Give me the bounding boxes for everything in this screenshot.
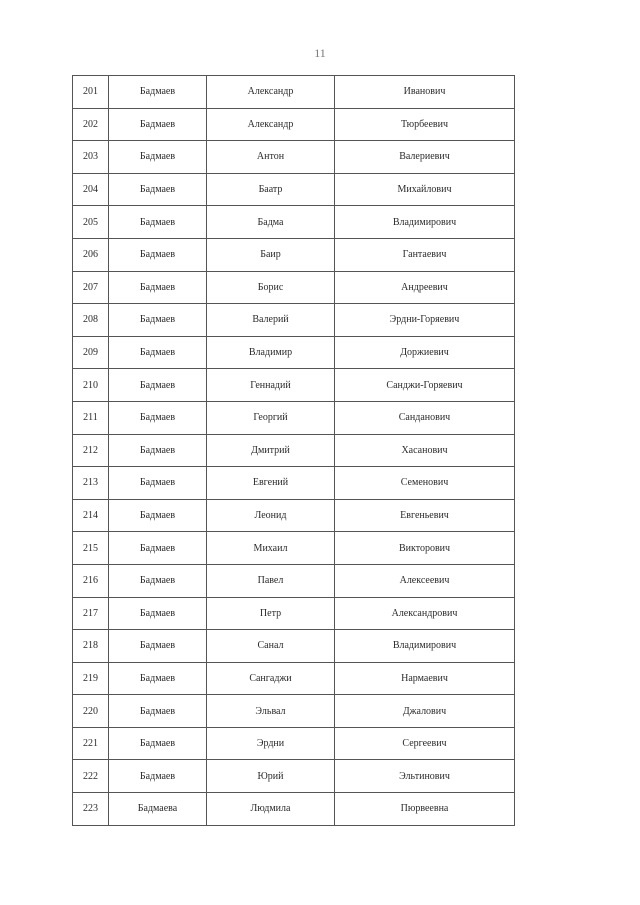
patronymic-cell: Иванович: [335, 76, 515, 109]
row-number: 222: [73, 760, 109, 793]
first-name-cell: Александр: [207, 76, 335, 109]
table-row: [73, 727, 515, 760]
surname-cell: Бадмаева: [109, 793, 207, 826]
first-name-cell: Владимир: [207, 336, 335, 369]
patronymic-cell: Михайлович: [335, 173, 515, 206]
row-number: 220: [73, 695, 109, 728]
first-name-cell: Юрий: [207, 760, 335, 793]
patronymic-cell: Владимирович: [335, 630, 515, 663]
page-number: 11: [314, 46, 326, 60]
table-row: [73, 369, 515, 402]
table-row: [73, 336, 515, 369]
row-number: 205: [73, 206, 109, 239]
surname-cell: Бадмаев: [109, 695, 207, 728]
table-row: [73, 630, 515, 663]
patronymic-cell: Пюрвеевна: [335, 793, 515, 826]
surname-cell: Бадмаев: [109, 532, 207, 565]
first-name-cell: Геннадий: [207, 369, 335, 402]
first-name-cell: Александр: [207, 108, 335, 141]
row-number: 219: [73, 662, 109, 695]
table-row: [73, 499, 515, 532]
table-row: [73, 141, 515, 174]
patronymic-cell: Нармаевич: [335, 662, 515, 695]
row-number: 223: [73, 793, 109, 826]
surname-cell: Бадмаев: [109, 401, 207, 434]
row-number: 216: [73, 564, 109, 597]
first-name-cell: Баатр: [207, 173, 335, 206]
surname-cell: Бадмаев: [109, 76, 207, 109]
row-number: 201: [73, 76, 109, 109]
first-name-cell: Валерий: [207, 304, 335, 337]
surname-cell: Бадмаев: [109, 760, 207, 793]
row-number: 217: [73, 597, 109, 630]
row-number: 212: [73, 434, 109, 467]
surname-cell: Бадмаев: [109, 630, 207, 663]
table-row: [73, 597, 515, 630]
row-number: 203: [73, 141, 109, 174]
row-number: 218: [73, 630, 109, 663]
row-number: 202: [73, 108, 109, 141]
patronymic-cell: Эльтинович: [335, 760, 515, 793]
patronymic-cell: Санджи-Горяевич: [335, 369, 515, 402]
row-number: 215: [73, 532, 109, 565]
patronymic-cell: Хасанович: [335, 434, 515, 467]
patronymic-cell: Алексеевич: [335, 564, 515, 597]
table-row: [73, 467, 515, 500]
row-number: 209: [73, 336, 109, 369]
row-number: 204: [73, 173, 109, 206]
row-number: 213: [73, 467, 109, 500]
surname-cell: Бадмаев: [109, 271, 207, 304]
surname-cell: Бадмаев: [109, 238, 207, 271]
row-number: 211: [73, 401, 109, 434]
table-row: [73, 238, 515, 271]
table-row: [73, 532, 515, 565]
table-row: [73, 304, 515, 337]
row-number: 208: [73, 304, 109, 337]
first-name-cell: Санал: [207, 630, 335, 663]
row-number: 210: [73, 369, 109, 402]
first-name-cell: Антон: [207, 141, 335, 174]
patronymic-cell: Тюрбеевич: [335, 108, 515, 141]
first-name-cell: Борис: [207, 271, 335, 304]
table-row: [73, 793, 515, 826]
patronymic-cell: Евгеньевич: [335, 499, 515, 532]
surname-cell: Бадмаев: [109, 564, 207, 597]
patronymic-cell: Семенович: [335, 467, 515, 500]
first-name-cell: Дмитрий: [207, 434, 335, 467]
surname-cell: Бадмаев: [109, 499, 207, 532]
table-row: [73, 108, 515, 141]
surname-cell: Бадмаев: [109, 141, 207, 174]
first-name-cell: Евгений: [207, 467, 335, 500]
surname-cell: Бадмаев: [109, 336, 207, 369]
surname-cell: Бадмаев: [109, 597, 207, 630]
first-name-cell: Бадма: [207, 206, 335, 239]
surname-cell: Бадмаев: [109, 206, 207, 239]
first-name-cell: Баир: [207, 238, 335, 271]
surname-cell: Бадмаев: [109, 662, 207, 695]
first-name-cell: Леонид: [207, 499, 335, 532]
patronymic-cell: Джалович: [335, 695, 515, 728]
table-row: [73, 76, 515, 109]
patronymic-cell: Эрдни-Горяевич: [335, 304, 515, 337]
row-number: 206: [73, 238, 109, 271]
first-name-cell: Павел: [207, 564, 335, 597]
table-row: [73, 695, 515, 728]
patronymic-cell: Гантаевич: [335, 238, 515, 271]
surname-cell: Бадмаев: [109, 173, 207, 206]
first-name-cell: Петр: [207, 597, 335, 630]
table-row: [73, 662, 515, 695]
row-number: 207: [73, 271, 109, 304]
patronymic-cell: Александрович: [335, 597, 515, 630]
table-row: [73, 564, 515, 597]
first-name-cell: Эрдни: [207, 727, 335, 760]
patronymic-cell: Владимирович: [335, 206, 515, 239]
patronymic-cell: Викторович: [335, 532, 515, 565]
surname-cell: Бадмаев: [109, 369, 207, 402]
patronymic-cell: Валериевич: [335, 141, 515, 174]
first-name-cell: Эльвал: [207, 695, 335, 728]
table-row: [73, 401, 515, 434]
roster-table: [72, 75, 515, 826]
patronymic-cell: Андреевич: [335, 271, 515, 304]
first-name-cell: Георгий: [207, 401, 335, 434]
roster-body: [73, 76, 515, 826]
surname-cell: Бадмаев: [109, 434, 207, 467]
surname-cell: Бадмаев: [109, 727, 207, 760]
table-row: [73, 434, 515, 467]
row-number: 221: [73, 727, 109, 760]
surname-cell: Бадмаев: [109, 467, 207, 500]
row-number: 214: [73, 499, 109, 532]
patronymic-cell: Сергеевич: [335, 727, 515, 760]
patronymic-cell: Санданович: [335, 401, 515, 434]
first-name-cell: Сангаджи: [207, 662, 335, 695]
first-name-cell: Людмила: [207, 793, 335, 826]
patronymic-cell: Доржиевич: [335, 336, 515, 369]
table-row: [73, 760, 515, 793]
table-row: [73, 271, 515, 304]
surname-cell: Бадмаев: [109, 304, 207, 337]
table-row: [73, 206, 515, 239]
table-row: [73, 173, 515, 206]
first-name-cell: Михаил: [207, 532, 335, 565]
surname-cell: Бадмаев: [109, 108, 207, 141]
